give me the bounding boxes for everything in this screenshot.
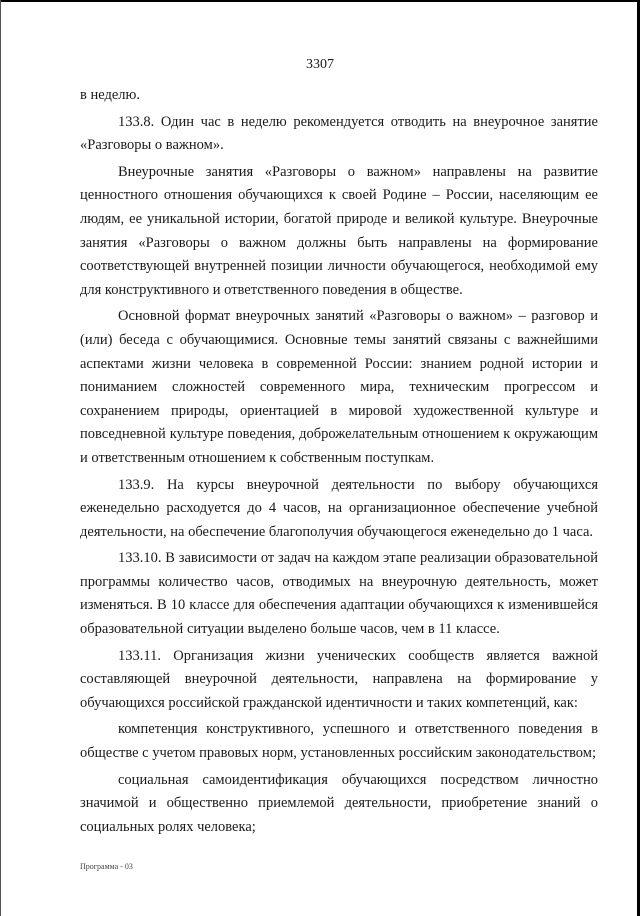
paragraph-133-9: 133.9. На курсы внеурочной деятельности по выбору обучающихся еженедельно расходуется до 4 часов, на организационное обеспечение учебной деятельности, на обеспечение благополучия обучающегося еженедельно до 1 часа. (80, 476, 598, 540)
paragraph-razgovory-format: Основной формат внеурочных занятий «Разговоры о важном» – разговор и (или) беседа с обучающимися. Основные темы занятий связаны с важнейшими аспектами жизни человека в современной России: знанием родной истории и пониманием сложностей современного мира, техническим прогрессом и сохранением природы, ориентацией в мировой художественной культуре и повседневной культуре поведения, доброжелательным отношением к окружающим и ответственным отношением к собственным поступкам. (80, 308, 598, 466)
document-body (80, 84, 598, 839)
paragraph-133-8: 133.8. Один час в неделю рекомендуется отводить на внеурочное занятие «Разговоры о важном». (80, 113, 598, 154)
paragraph-133-11: 133.11. Организация жизни ученических сообществ является важной составляющей внеурочной деятельности, направлена на формирование у обучающихся российской гражданской идентичности и таких компетенций, как: (80, 647, 598, 711)
footer-note: Программа - 03 (80, 862, 133, 871)
page-number: 3307 (306, 57, 334, 72)
list-item-competence: компетенция конструктивного, успешного и ответственного поведения в обществе с учетом правовых норм, установленных российским законодательством; (80, 721, 598, 762)
paragraph-continuation: в неделю. (80, 87, 140, 103)
paragraph-razgovory-purpose: Внеурочные занятия «Разговоры о важном» направлены на развитие ценностного отношения обучающихся к своей Родине – России, населяющим ее людям, ее уникальной истории, богатой природе и великой культуре. Внеурочные занятия «Разговоры о важном должны быть направлены на формирование соответствующей внутренней позиции личности обучающегося, необходимой ему для конструктивного и ответственного поведения в обществе. (80, 163, 598, 298)
list-item-self-identification: социальная самоидентификация обучающихся посредством личностно значимой и общественно приемлемой деятельности, приобретение знаний о социальных ролях человека; (80, 771, 598, 835)
paragraph-133-10: 133.10. В зависимости от задач на каждом этапе реализации образовательной программы количество часов, отводимых на внеурочную деятельность, может изменяться. В 10 классе для обеспечения адаптации обучающихся к изменившейся образовательной ситуации выделено больше часов, чем в 11 классе. (80, 550, 598, 638)
scan-border-top (0, 0, 640, 2)
scan-border-left (0, 0, 1, 916)
